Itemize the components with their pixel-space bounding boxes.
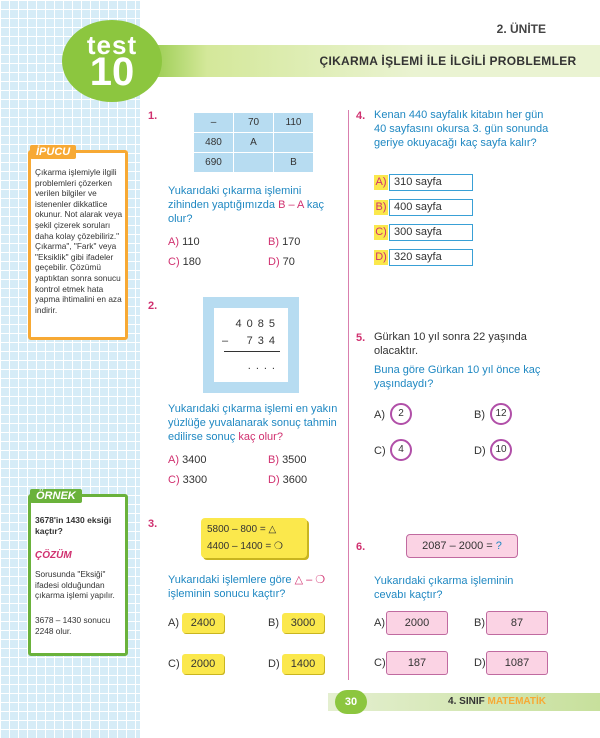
q5-option-b-label: B) xyxy=(474,409,485,421)
q3-option-c[interactable]: 2000 xyxy=(182,654,224,674)
q5-text-2: Buna göre Gürkan 10 yıl önce kaç yaşındaydı? xyxy=(374,364,541,390)
tip-label: İPUCU xyxy=(30,145,76,159)
q2-text xyxy=(168,402,343,444)
option-letter: D) xyxy=(268,256,280,268)
option-value: 3300 xyxy=(182,474,208,486)
q5-number: 5. xyxy=(356,332,366,344)
table-cell: B xyxy=(274,153,314,173)
table-cell: 110 xyxy=(274,113,314,133)
q1-option-d[interactable] xyxy=(268,256,295,268)
q5-option-a-label: A) xyxy=(374,409,385,421)
q4-option-d-label: D) xyxy=(375,251,387,263)
q4-number: 4. xyxy=(356,110,366,122)
q6-option-c[interactable]: 187 xyxy=(386,651,448,675)
footer-grade: 4. SINIF xyxy=(448,696,488,707)
q6-option-b[interactable]: 87 xyxy=(486,611,548,635)
q6-option-d[interactable]: 1087 xyxy=(486,651,548,675)
table-row xyxy=(194,153,314,173)
option-value: 3400 xyxy=(182,454,207,466)
q3-option-b-label: B) xyxy=(268,617,279,629)
q1-text-a: Yukarıdaki çıkarma işlemini zihinden yaptığımızda xyxy=(168,185,302,211)
table-cell: 70 xyxy=(234,113,274,133)
q4-option-c-label: C) xyxy=(375,226,387,238)
q2-option-c[interactable] xyxy=(168,474,207,486)
solution-text-1: Sorusunda "Eksiği" ifadesi olduğundan çıkarma işlemi yapılır. xyxy=(35,569,115,600)
q2-subtraction-box xyxy=(203,297,299,393)
example-label: ÖRNEK xyxy=(30,489,82,503)
solution-text-2: 3678 – 1430 sonucu 2248 olur. xyxy=(35,615,111,636)
title-bar xyxy=(138,45,600,77)
tip-text: Çıkarma işlemiyle ilgili problemleri çözerken verilen bilgiler ve istenenler dikkatlice okunur. Not alarak veya şekil çizerek soruları daha kolay çözebiliriz." Çıkarma", "Fark" veya "Eksiklik" gibi ifadeler geçebilir. Çözümü yaptıktan sonra sonucu kontrol etmek hata yapma ihtimalini en aza indirir. xyxy=(35,167,123,315)
q4-option-b-label: B) xyxy=(375,201,387,213)
q3-option-d-label: D) xyxy=(268,658,280,670)
q3-option-c-label: C) xyxy=(168,658,180,670)
q3-number: 3. xyxy=(148,518,158,530)
q6-unknown: ? xyxy=(495,540,502,552)
q3-equations xyxy=(201,518,307,558)
footer-subject xyxy=(448,696,546,707)
table-cell: – xyxy=(194,113,234,133)
q4-text: Kenan 440 sayfalık kitabın her gün 40 sayfasını okursa 3. gün sonunda geriye okuyacağı kaç sayfa kalır? xyxy=(374,109,549,149)
q5-option-c[interactable]: 4 xyxy=(390,439,412,461)
option-letter: D) xyxy=(268,474,280,486)
option-value: 170 xyxy=(282,236,301,248)
q1-option-b[interactable] xyxy=(268,236,300,248)
q1-text-b: kaç olur? xyxy=(168,199,324,225)
q6-expression xyxy=(406,534,518,558)
q5-option-a[interactable]: 2 xyxy=(390,403,412,425)
option-letter: B) xyxy=(268,454,279,466)
q4-option-b[interactable]: 400 sayfa xyxy=(389,199,473,216)
option-value: 3600 xyxy=(282,474,308,486)
footer-subject-name: MATEMATİK xyxy=(487,696,546,707)
q6-expression-text: 2087 – 2000 = xyxy=(422,540,496,552)
option-letter: C) xyxy=(168,474,180,486)
test-badge xyxy=(62,20,162,102)
q2-number: 2. xyxy=(148,300,158,312)
q1-text-highlight: B – A xyxy=(278,199,304,211)
minus-sign: – xyxy=(222,335,229,347)
q3-text-b: işleminin sonucu kaçtır? xyxy=(168,588,286,600)
q1-option-c[interactable] xyxy=(168,256,201,268)
option-value: 110 xyxy=(182,236,200,248)
option-letter: C) xyxy=(168,256,180,268)
option-value: 180 xyxy=(182,256,202,268)
example-box xyxy=(28,490,128,656)
q3-text-a: Yukarıdaki işlemlere göre xyxy=(168,574,295,586)
q2-text-b: kaç olur? xyxy=(235,431,283,443)
q1-number: 1. xyxy=(148,110,158,122)
footer-bar xyxy=(328,693,600,711)
q5-option-d[interactable]: 10 xyxy=(490,439,512,461)
q3-option-a-label: A) xyxy=(168,617,179,629)
table-row xyxy=(194,113,314,133)
q6-option-a[interactable]: 2000 xyxy=(386,611,448,635)
q2-option-a[interactable] xyxy=(168,454,207,466)
unit-label: 2. ÜNİTE xyxy=(496,22,546,36)
q6-text: Yukarıdaki çıkarma işleminin cevabı kaçtır? xyxy=(374,575,514,601)
option-letter: A) xyxy=(168,454,179,466)
page-title: ÇIKARMA İŞLEMİ İLE İLGİLİ PROBLEMLER xyxy=(319,54,577,68)
q4-option-c[interactable]: 300 sayfa xyxy=(389,224,473,241)
option-value: 3500 xyxy=(282,454,307,466)
table-row xyxy=(194,133,314,153)
test-word: test xyxy=(86,30,138,60)
test-number: 10 xyxy=(89,50,135,94)
q2-minuend: 4085 xyxy=(235,318,280,330)
q3-text xyxy=(168,573,343,601)
q6-option-b-label: B) xyxy=(474,617,485,629)
q2-option-d[interactable] xyxy=(268,474,307,486)
option-letter: B) xyxy=(268,236,279,248)
q6-option-c-label: C) xyxy=(374,657,386,669)
solution-label: ÇÖZÜM xyxy=(35,550,72,561)
q3-equation-1: 5800 – 800 = △ xyxy=(207,524,277,535)
q6-option-a-label: A) xyxy=(374,617,385,629)
q2-text-highlight: sonuç tahmin edilirse sonuç xyxy=(168,417,337,443)
q5-option-c-label: C) xyxy=(374,445,386,457)
q3-option-d[interactable]: 1400 xyxy=(282,654,324,674)
q5-text-1: Gürkan 10 yıl sonra 22 yaşında olacaktır. xyxy=(374,331,527,357)
result-line xyxy=(224,351,280,352)
column-divider xyxy=(348,110,349,680)
q6-number: 6. xyxy=(356,541,366,553)
q1-table xyxy=(193,112,314,173)
q1-text xyxy=(168,184,338,226)
q4-option-a-label: A) xyxy=(375,176,387,188)
option-letter: A) xyxy=(168,236,179,248)
q3-option-b[interactable]: 3000 xyxy=(282,613,324,633)
table-cell xyxy=(274,133,314,153)
table-cell: A xyxy=(234,133,274,153)
q2-result-dots: .... xyxy=(247,360,280,372)
q2-subtrahend: 734 xyxy=(246,335,280,347)
q3-option-a[interactable]: 2400 xyxy=(182,613,224,633)
q1-option-a[interactable] xyxy=(168,236,200,248)
page-number: 30 xyxy=(335,690,367,714)
q4-option-a[interactable]: 310 sayfa xyxy=(389,174,473,191)
table-cell: 480 xyxy=(194,133,234,153)
table-cell xyxy=(234,153,274,173)
q2-text-a: Yukarıdaki çıkarma işlemi en yakın yüzlüğe yuvalanarak xyxy=(168,403,338,429)
q5-option-d-label: D) xyxy=(474,445,486,457)
table-cell: 690 xyxy=(194,153,234,173)
example-question: 3678'in 1430 eksiği kaçtır? xyxy=(35,515,112,536)
option-value: 70 xyxy=(282,256,295,268)
q6-option-d-label: D) xyxy=(474,657,486,669)
q2-option-b[interactable] xyxy=(268,454,307,466)
q5-option-b[interactable]: 12 xyxy=(490,403,512,425)
q3-equation-2: 4400 – 1400 = ❍ xyxy=(207,541,283,552)
tip-box xyxy=(28,146,128,340)
q2-subtraction-inner xyxy=(214,308,288,382)
q4-option-d[interactable]: 320 sayfa xyxy=(389,249,473,266)
q3-text-highlight: △ – ❍ xyxy=(294,574,326,586)
